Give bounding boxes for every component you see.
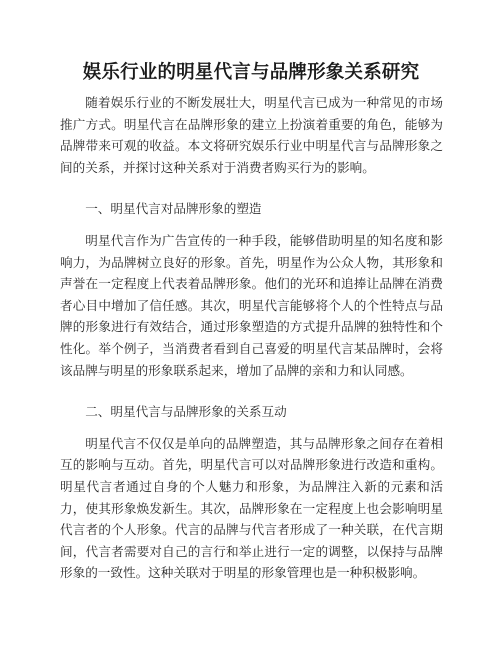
section-heading-2: 二、明星代言与品牌形象的关系互动 — [85, 404, 287, 420]
section-body-2: 明星代言不仅仅是单向的品牌塑造，其与品牌形象之间存在着相互的影响与互动。首先，明星代言可以对品牌形象进行改造和重构。明星代言者通过自身的个人魅力和形象，为品牌注入新的元素和活力，使其形象焕发新生。其次，品牌形象在一定程度上也会影响明星代言者的个人形象。代言的品牌与代言者形成了一种关联，在代言期间，代言者需要对自己的言行和举止进行一定的调整，以保持与品牌形象的一致性。这种关联对于明星的形象管理也是一种积极影响。 — [60, 435, 443, 581]
section-heading-1: 一、明星代言对品牌形象的塑造 — [85, 201, 262, 217]
spacer — [60, 178, 443, 188]
spacer — [60, 381, 443, 391]
intro-paragraph: 随着娱乐行业的不断发展壮大，明星代言已成为一种常见的市场推广方式。明星代言在品牌形象的建立上扮演着重要的角色，能够为品牌带来可观的收益。本文将研究娱乐行业中明星代言与品牌形象之间的关系，并探讨这种关系对于消费者购买行为的影响。 — [60, 95, 443, 175]
document-body — [60, 92, 443, 584]
section-body-1: 明星代言作为广告宣传的一种手段，能够借助明星的知名度和影响力，为品牌树立良好的形象。首先，明星作为公众人物，其形象和声誉在一定程度上代表着品牌形象。他们的光环和追捧让品牌在消费者心目中增加了信任感。其次，明星代言能够将个人的个性特点与品牌的形象进行有效结合，通过形象塑造的方式提升品牌的独特性和个性化。举个例子，当消费者看到自己喜爱的明星代言某品牌时，会将该品牌与明星的形象联系起来，增加了品牌的亲和力和认同感。 — [60, 232, 443, 378]
document-title: 娱乐行业的明星代言与品牌形象关系研究 — [82, 62, 420, 83]
